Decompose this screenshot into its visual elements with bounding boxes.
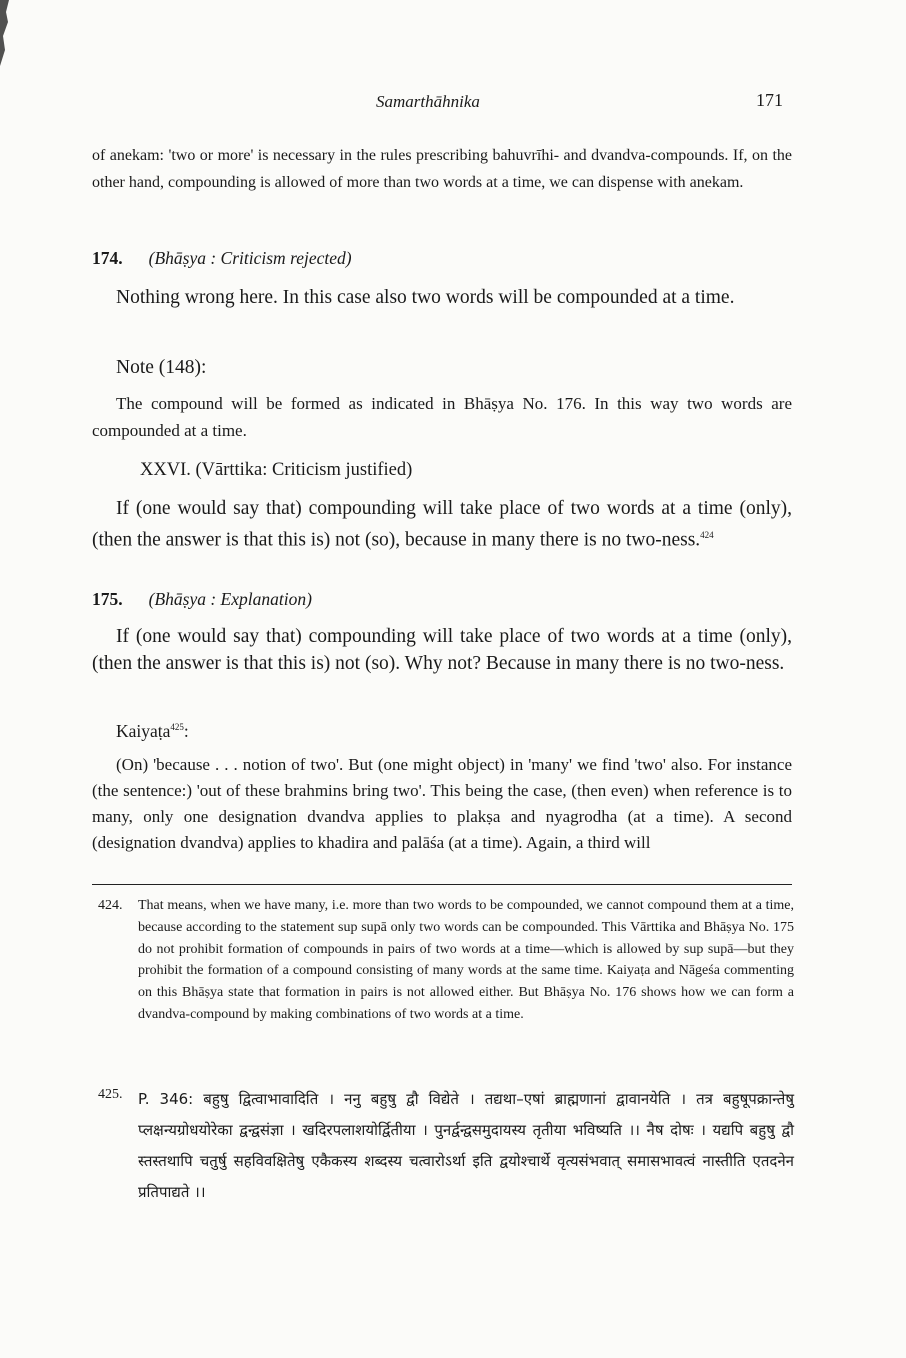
kaiyata-heading	[92, 714, 792, 745]
section-175-number: 175.	[92, 589, 123, 609]
kaiyata-colon: :	[183, 720, 189, 741]
section-174-title: (Bhāṣya : Criticism rejected)	[148, 248, 352, 268]
footnote-ref-425: 425	[170, 722, 184, 732]
footnote-425-text: P. 346: बहुषु द्वित्वाभावादिति । ननु बहुषु द्वौ विद्येते । तद्यथा–एषां ब्राह्मणानां द्वावानयेति । तत्र बहुषूपक्रान्तेषु प्लक्षन्यग्रोधयोरेका द्वन्द्वसंज्ञा । खदिरपलाशयोर्द्वितीया । पुनर्द्वन्द्वसमुदायस्य तृतीया भविष्यति ।। नैष दोषः । यद्यपि बहुषु द्वौ स्तस्तथापि चतुर्षु सहविवक्षितेषु एकैकस्य शब्दस्य चत्वारोऽर्था इति द्वयोश्चार्थे वृत्यसंभवात् समासभावत्वं नास्तीति एतदनेन प्रतिपाद्यते ।।	[138, 1090, 794, 1201]
varttika-text-body: If (one would say that) compounding will take place of two words at a time (only), (then the answer is that this is) not (so), because in many there is no two-ness.	[92, 498, 792, 551]
section-174-heading	[92, 248, 792, 269]
running-title: Samarthāhnika	[376, 92, 480, 111]
page-edge-speckle	[0, 0, 14, 70]
section-175-heading	[92, 589, 792, 610]
footnote-424-text: That means, when we have many, i.e. more than two words to be compounded, we cannot compound them at a time, because according to the statement sup supā only two words can be compounded. This Vārttika and Bhāṣya No. 175 do not prohibit formation of compounds in pairs of two words at a time—which is allowed by sup supā—but they prohibit the formation of a compound consisting of many words at the same time. Kaiyaṭa and Nāgeśa commenting on this Bhāṣya state that formation in pairs is not allowed either. But Bhāṣya No. 176 shows how we can form a dvandva-compound by making combinations of two words at a time.	[138, 898, 794, 1022]
footnote-ref-424: 424	[700, 530, 714, 540]
section-174-text: Nothing wrong here. In this case also two words will be compounded at a time.	[116, 287, 735, 308]
section-175-title: (Bhāṣya : Explanation)	[148, 589, 312, 609]
footnote-425	[98, 1084, 794, 1208]
page-number: 171	[756, 90, 783, 110]
kaiyata-text: (On) 'because . . . notion of two'. But (one might object) in 'many' we find 'two' also. For instance (the sentence:) 'out of these brahmins bring two'. This being the case, (then even) when reference is to many, only one designation dvandva applies to plakṣa and nyagrodha (at a time). A second (designation dvandva) applies to khadira and palāśa (at a time). Again, a third will	[92, 755, 792, 852]
footnote-rule	[92, 884, 792, 885]
footnote-425-number: 425.	[98, 1087, 123, 1102]
note-148-label: Note (148):	[116, 357, 207, 378]
varttika-heading: XXVI. (Vārttika: Criticism justified)	[140, 460, 413, 480]
running-head	[0, 92, 906, 116]
section-174-number: 174.	[92, 248, 123, 268]
footnote-424	[98, 895, 794, 1026]
section-175-text: If (one would say that) compounding will take place of two words at a time (only), (then the answer is that this is) not (so). Why not? Because in many there is no two-ness.	[92, 626, 792, 674]
varttika-text	[92, 495, 792, 554]
note-148-text: The compound will be formed as indicated in Bhāṣya No. 176. In this way two words are compounded at a time.	[92, 394, 792, 440]
kaiyata-label: Kaiyaṭa	[116, 720, 171, 741]
intro-paragraph: of anekam: 'two or more' is necessary in the rules prescribing bahuvrīhi- and dvandva-compounds. If, on the other hand, compounding is allowed of more than two words at a time, we can dispense with anekam.	[92, 147, 792, 191]
footnote-424-number: 424.	[98, 898, 123, 913]
